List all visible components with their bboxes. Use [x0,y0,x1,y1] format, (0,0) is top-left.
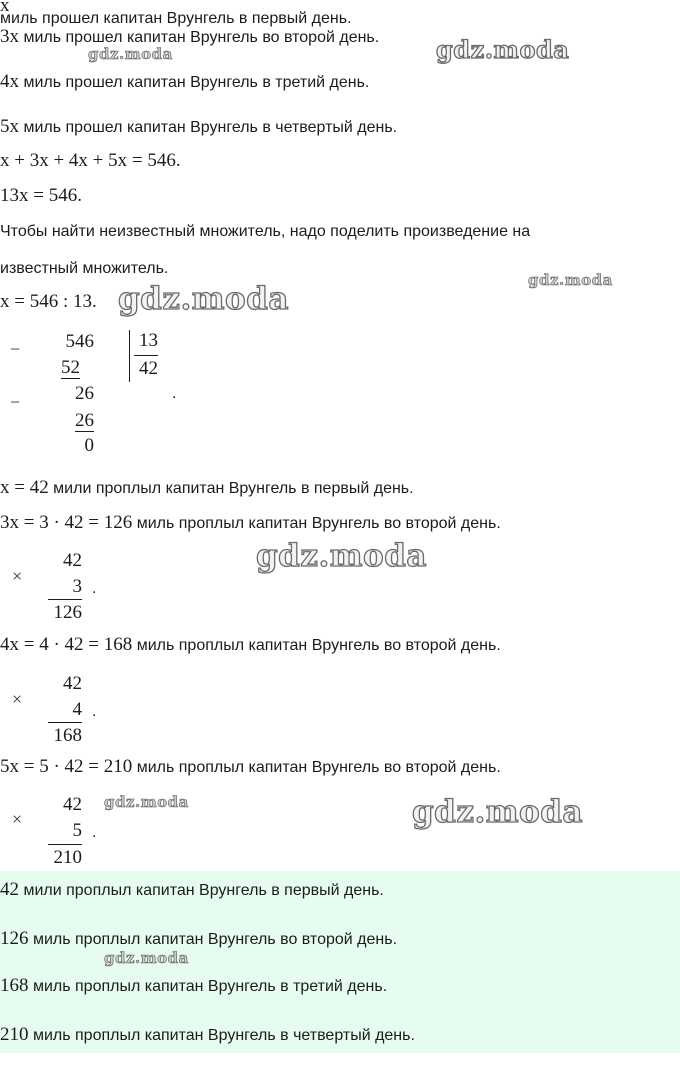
answer-day2 [0,928,397,951]
division-bar [129,330,130,382]
mult-end-dot: . [92,824,97,841]
line-text: миль проплыл капитан Врунгель во второй день. [132,515,501,532]
line-text: миль прошел капитан Врунгель во второй день. [19,29,380,46]
line-math: 5x [0,116,19,137]
factor-a: 42 [63,794,82,815]
line-text: миль проплыл капитан Врунгель во второй день. [132,759,501,776]
answer-day4 [0,1024,415,1047]
rule-line-2: известный множитель. [0,260,169,277]
answer-number: 168 [0,975,29,996]
watermark: gdz.moda [412,794,583,830]
equation-simplified: 13x = 546. [0,185,82,206]
factor-a: 42 [63,673,82,694]
quotient: 42 [139,358,158,379]
answer-day1 [0,879,384,902]
mult-line [48,722,82,723]
line-math: 3x [0,26,19,47]
result-day1 [0,477,414,500]
minus-sign: − [10,392,21,412]
equation-division: x = 546 : 13. [0,291,97,312]
line-day2 [0,26,379,49]
answer-text: миль проплыл капитан Врунгель во второй день. [28,931,398,948]
line-math: x = 42 [0,477,49,498]
line-day1-partial [0,0,352,27]
equation-sum: x + 3x + 4x + 5x = 546. [0,150,181,171]
times-sign: × [12,566,23,586]
mult-line [48,599,82,600]
answer-text: миль проплыл капитан Врунгель в четвертый день. [28,1027,415,1044]
watermark: gdz.moda [256,538,427,574]
line-day4 [0,116,397,139]
watermark: gdz.moda [104,949,189,967]
factor-a: 42 [63,550,82,571]
dividend: 546 [65,331,94,352]
subtrahend-2: 26 [75,410,94,431]
answer-text: мили проплыл капитан Врунгель в первый день. [19,882,384,899]
line-text: мили проплыл капитан Врунгель в первый день. [48,480,414,497]
times-sign: × [12,689,23,709]
remainder-final: 0 [84,435,94,456]
mult-line [48,844,82,845]
result-day2 [0,512,501,535]
answer-day3 [0,975,387,998]
rule-line-1: Чтобы найти неизвестный множитель, надо поделить произведение на [0,223,531,240]
line-text: миль прошел капитан Врунгель в четвертый день. [19,119,398,136]
times-sign: × [12,809,23,829]
result-day3 [0,634,501,657]
watermark: gdz.moda [528,271,613,289]
line-math: 4x [0,71,19,92]
line-text: миль прошел капитан Врунгель в третий день. [19,74,370,91]
answer-text: миль проплыл капитан Врунгель в третий день. [28,978,388,995]
line-day3 [0,71,369,94]
subtrahend-1: 52 [61,357,80,378]
divisor: 13 [139,330,158,351]
minus-sign: − [10,339,21,359]
watermark: gdz.moda [118,281,289,317]
answer-number: 210 [0,1024,29,1045]
answer-number: 126 [0,928,29,949]
division-end-dot: . [172,385,177,402]
line-text: миль проплыл капитан Врунгель во второй день. [132,637,501,654]
line-text: миль прошел капитан Врунгель в первый день. [0,10,352,27]
mult-end-dot: . [92,580,97,597]
line-math: 4x = 4 · 42 = 168 [0,634,133,655]
line-math: 3x = 3 · 42 = 126 [0,512,133,533]
product: 210 [53,847,82,868]
factor-b: 5 [72,820,82,841]
line-math: x [0,0,10,16]
answer-number: 42 [0,879,19,900]
watermark: gdz.moda [104,793,189,811]
product: 168 [53,725,82,746]
quotient-line [134,355,158,356]
product: 126 [53,602,82,623]
mult-end-dot: . [92,703,97,720]
watermark: gdz.moda [88,45,173,63]
watermark: gdz.moda [436,35,570,64]
factor-b: 4 [72,699,82,720]
factor-b: 3 [72,576,82,597]
result-day4 [0,756,501,779]
remainder-1: 26 [75,383,94,404]
line-math: 5x = 5 · 42 = 210 [0,756,133,777]
